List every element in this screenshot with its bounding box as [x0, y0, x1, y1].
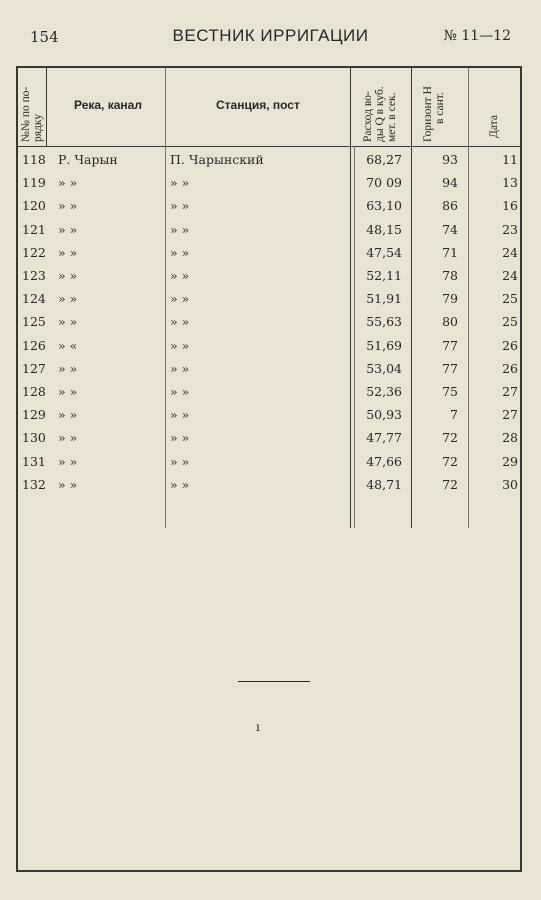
flow-cell: 51,91 — [366, 291, 402, 307]
river-cell: » » — [58, 360, 78, 376]
flow-cell: 52,36 — [366, 384, 402, 399]
table-row — [18, 268, 524, 290]
date-cell: 29 — [502, 453, 518, 469]
row-number: 132 — [22, 476, 46, 492]
station-cell: » » — [170, 476, 190, 492]
flow-cell: 48,71 — [366, 476, 402, 492]
table-row — [18, 338, 524, 360]
end-rule — [238, 681, 310, 682]
row-number: 118 — [22, 152, 46, 167]
horizon-cell: 71 — [442, 244, 458, 260]
ink-mark: ı — [256, 720, 260, 734]
row-number: 123 — [22, 268, 46, 283]
horizon-cell: 93 — [442, 152, 458, 167]
date-cell: 13 — [502, 175, 518, 191]
flow-cell: 48,15 — [366, 221, 402, 237]
table-row — [18, 291, 524, 313]
river-cell: » » — [58, 384, 78, 399]
flow-cell: 51,69 — [366, 337, 402, 353]
station-cell: » » — [170, 453, 190, 469]
journal-title: ВЕСТНИК ИРРИГАЦИИ — [172, 26, 369, 45]
col-header-river: Река, канал — [74, 98, 142, 112]
row-number: 131 — [22, 453, 46, 469]
date-cell: 30 — [502, 476, 518, 492]
station-cell: » » — [170, 407, 190, 423]
date-cell: 26 — [502, 360, 518, 376]
date-cell: 25 — [502, 291, 518, 307]
date-cell: 23 — [502, 221, 518, 237]
station-cell: » » — [170, 384, 190, 399]
date-cell: 25 — [502, 314, 518, 330]
station-cell: » » — [170, 337, 190, 353]
river-cell: » » — [58, 268, 78, 283]
river-cell: » » — [58, 476, 78, 492]
river-cell: » » — [58, 314, 78, 330]
river-cell: Р. Чарын — [58, 152, 118, 167]
date-cell: 27 — [502, 384, 518, 399]
river-cell: » » — [58, 291, 78, 307]
date-cell: 26 — [502, 337, 518, 353]
horizon-cell: 94 — [442, 175, 458, 191]
page-header — [0, 24, 541, 52]
station-cell: » » — [170, 268, 190, 283]
horizon-cell: 78 — [442, 268, 458, 283]
flow-cell: 68,27 — [366, 152, 402, 167]
station-cell: » » — [170, 291, 190, 307]
col-header-date: Дата — [488, 115, 500, 138]
station-cell: » » — [170, 244, 190, 260]
issue-number: № 11—12 — [443, 28, 511, 44]
data-table — [16, 66, 522, 872]
river-cell: » » — [58, 244, 78, 260]
date-cell: 28 — [502, 430, 518, 446]
flow-cell: 63,10 — [366, 198, 402, 214]
table-row — [18, 477, 524, 499]
horizon-cell: 72 — [442, 453, 458, 469]
river-cell: » » — [58, 453, 78, 469]
station-cell: » » — [170, 198, 190, 214]
row-number: 126 — [22, 337, 46, 353]
horizon-cell: 80 — [442, 314, 458, 330]
date-cell: 24 — [502, 244, 518, 260]
flow-cell: 47,54 — [366, 244, 402, 260]
row-number: 125 — [22, 314, 46, 330]
horizon-cell: 79 — [442, 291, 458, 307]
row-number: 120 — [22, 198, 46, 214]
table-row — [18, 314, 524, 336]
river-cell: » « — [58, 337, 78, 353]
table-row — [18, 198, 524, 220]
horizon-cell: 7 — [450, 407, 458, 423]
horizon-cell: 72 — [442, 476, 458, 492]
river-cell: » » — [58, 198, 78, 214]
table-row — [18, 384, 524, 406]
station-cell: » » — [170, 314, 190, 330]
table-row — [18, 361, 524, 383]
table-row — [18, 152, 524, 174]
station-cell: П. Чарынский — [170, 152, 264, 167]
table-row — [18, 245, 524, 267]
page-number: 154 — [30, 28, 59, 46]
table-row — [18, 454, 524, 476]
horizon-cell: 77 — [442, 360, 458, 376]
flow-cell: 70 09 — [366, 175, 402, 191]
horizon-cell: 74 — [442, 221, 458, 237]
flow-cell: 53,04 — [366, 360, 402, 376]
date-cell: 16 — [502, 198, 518, 214]
row-number: 127 — [22, 360, 46, 376]
col-divider-1 — [46, 68, 47, 146]
date-cell: 24 — [502, 268, 518, 283]
river-cell: » » — [58, 430, 78, 446]
horizon-cell: 86 — [442, 198, 458, 214]
col-header-num: №№ по по- рядку — [20, 86, 44, 142]
row-number: 122 — [22, 244, 46, 260]
horizon-cell: 75 — [442, 384, 458, 399]
row-number: 121 — [22, 221, 46, 237]
date-cell: 27 — [502, 407, 518, 423]
river-cell: » » — [58, 407, 78, 423]
col-header-station: Станция, пост — [216, 98, 300, 112]
station-cell: » » — [170, 221, 190, 237]
horizon-cell: 77 — [442, 337, 458, 353]
row-number: 119 — [22, 175, 46, 191]
table-row — [18, 430, 524, 452]
river-cell: » » — [58, 175, 78, 191]
flow-cell: 47,66 — [366, 453, 402, 469]
flow-cell: 47,77 — [366, 430, 402, 446]
row-number: 130 — [22, 430, 46, 446]
flow-cell: 52,11 — [366, 268, 402, 283]
header-divider — [18, 146, 520, 147]
flow-cell: 55,63 — [366, 314, 402, 330]
table-row — [18, 222, 524, 244]
row-number: 124 — [22, 291, 46, 307]
table-row — [18, 175, 524, 197]
row-number: 128 — [22, 384, 46, 399]
river-cell: » » — [58, 221, 78, 237]
date-cell: 11 — [502, 152, 518, 167]
station-cell: » » — [170, 430, 190, 446]
row-number: 129 — [22, 407, 46, 423]
station-cell: » » — [170, 175, 190, 191]
table-row — [18, 407, 524, 429]
col-header-flow: Расход во- ды Q в куб. мет. в сек. — [362, 86, 398, 142]
horizon-cell: 72 — [442, 430, 458, 446]
col-header-horizon: Горизонт Н в сант. — [422, 86, 446, 142]
flow-cell: 50,93 — [366, 407, 402, 423]
station-cell: » » — [170, 360, 190, 376]
